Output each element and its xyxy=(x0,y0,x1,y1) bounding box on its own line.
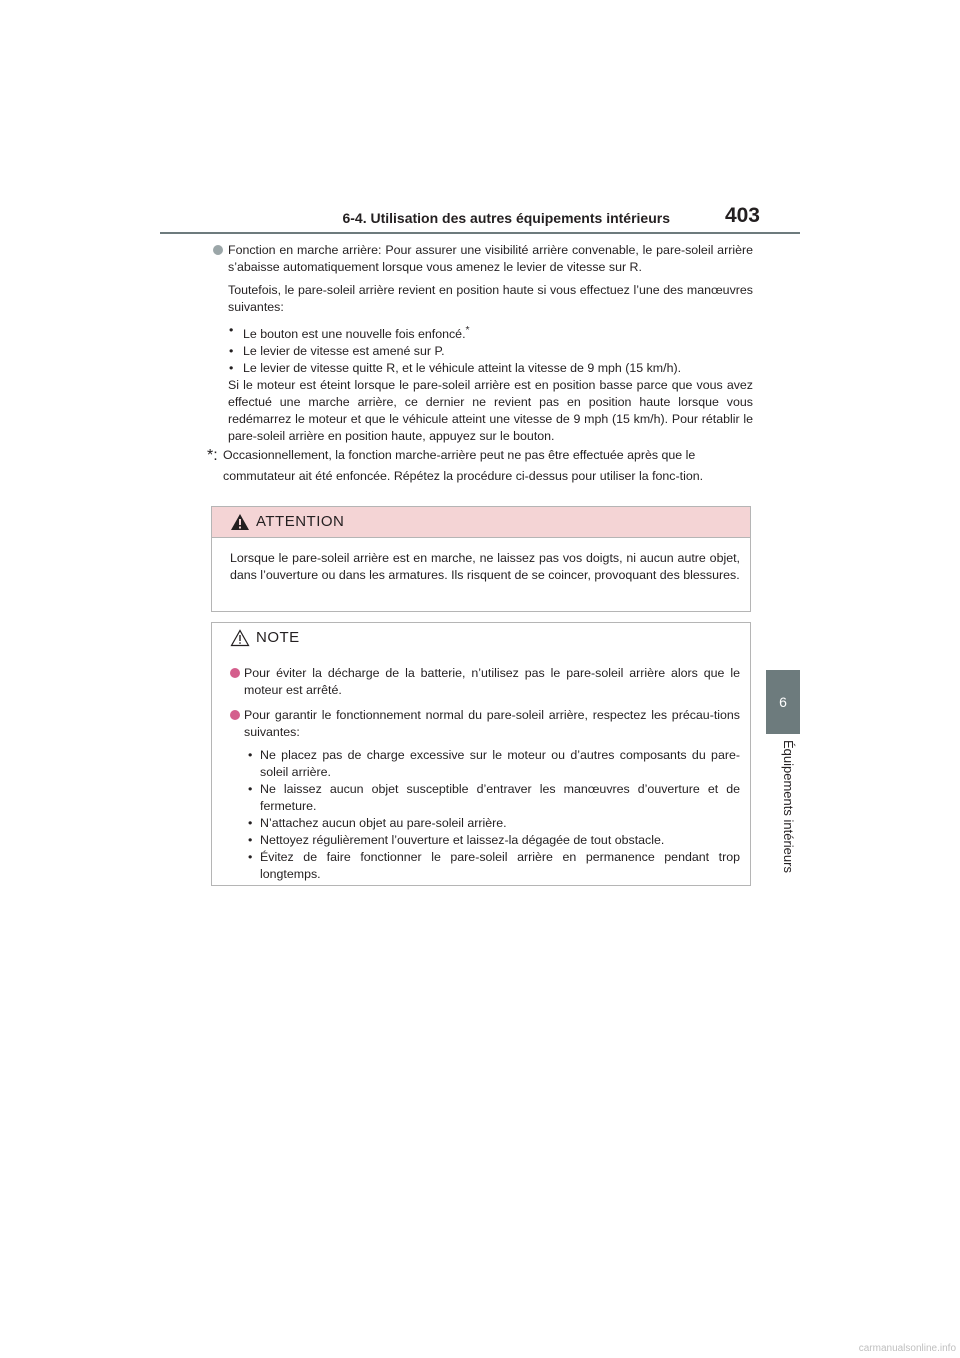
bullet-dot-icon xyxy=(230,710,240,720)
list-item xyxy=(213,322,753,343)
note-sub-text: Ne placez pas de charge excessive sur le moteur ou d’autres composants du pare-soleil arrière. xyxy=(260,748,740,779)
note-sub-text: Nettoyez régulièrement l’ouverture et laissez-la dégagée de tout obstacle. xyxy=(260,833,665,847)
sub-bullet-mark: • xyxy=(248,748,253,762)
warning-filled-icon xyxy=(230,513,250,531)
list-item xyxy=(230,781,740,815)
attention-header xyxy=(212,507,750,538)
page-header xyxy=(160,204,800,232)
note-item-text: Pour garantir le fonctionnement normal du pare-soleil arrière, respectez les précau-tions suivantes: xyxy=(244,708,740,739)
footnote xyxy=(207,445,753,487)
header-rule xyxy=(160,232,800,234)
bullet-dot-icon xyxy=(213,245,223,255)
footnote-mark: *: xyxy=(207,447,218,465)
list-item xyxy=(230,849,740,883)
sub-bullet-mark: • xyxy=(248,782,253,796)
note-sub-text: Ne laissez aucun objet susceptible d’entraver les manœuvres d’ouverture et de fermeture. xyxy=(260,782,740,813)
list-item xyxy=(230,707,740,741)
sub-bullet-mark: • xyxy=(248,850,253,864)
sub-bullet-mark: • xyxy=(229,361,234,376)
list-item xyxy=(213,360,753,377)
list-item xyxy=(213,343,753,360)
section-title: 6-4. Utilisation des autres équipements intérieurs xyxy=(342,210,670,226)
attention-text: Lorsque le pare-soleil arrière est en marche, ne laissez pas vos doigts, ni aucun autre objet, dans l’ouverture ou dans les armatures. Ils risquent de se coincer, provoquant des blessures. xyxy=(230,551,740,582)
sub-bullet-mark: • xyxy=(248,833,253,847)
attention-title: ATTENTION xyxy=(256,513,345,530)
bullet-dot-icon xyxy=(230,668,240,678)
list-item xyxy=(230,747,740,781)
chapter-label: Équipements intérieurs xyxy=(781,740,796,873)
sub-bullet-mark: • xyxy=(229,344,234,359)
list-item xyxy=(230,832,740,849)
intro-text: Fonction en marche arrière: Pour assurer une visibilité arrière convenable, le pare-soleil arrière s’abaisse automatiquement lorsque vous amenez le levier de vitesse sur R. xyxy=(228,243,753,274)
sub-bullet-mark: • xyxy=(248,816,253,830)
note-sub-text: Évitez de faire fonctionner le pare-soleil arrière en permanence pendant trop longtemps. xyxy=(260,850,740,881)
footnote-star: * xyxy=(465,325,470,336)
watermark: carmanualsonline.info xyxy=(858,1343,956,1354)
chapter-tab[interactable]: 6 xyxy=(766,670,800,734)
note-sub-text: N’attachez aucun objet au pare-soleil arrière. xyxy=(260,816,507,830)
page-number: 403 xyxy=(724,204,760,227)
sub-item-text: Le levier de vitesse quitte R, et le véhicule atteint la vitesse de 9 mph (15 km/h). xyxy=(243,361,682,376)
warning-outline-icon xyxy=(230,629,250,647)
sub-item-text: Le bouton est une nouvelle fois enfoncé. xyxy=(243,327,466,342)
list-item xyxy=(230,665,740,699)
however-text: Toutefois, le pare-soleil arrière revient en position haute si vous effectuez l’une des manœuvres suivantes: xyxy=(228,283,753,314)
engine-off-text: Si le moteur est éteint lorsque le pare-soleil arrière est en position basse parce que vous avez effectué une marche arrière, ce dernier ne revient pas en position haute lorsque vous redémarrez le moteur et que le véhicule atteint une vitesse de 9 mph (15 km/h). Pour rétablir le pare-soleil arrière en position haute, appuyez sur le bouton. xyxy=(228,378,753,444)
footnote-text: Occasionnellement, la fonction marche-arrière peut ne pas être effectuée après que le commutateur ait été enfoncée. Répétez la procédure ci-dessus pour utiliser la fonc-tion. xyxy=(223,448,704,484)
note-header xyxy=(212,623,750,653)
note-item-text: Pour éviter la décharge de la batterie, n’utilisez pas le pare-soleil arrière alors que le moteur est arrêté. xyxy=(244,666,740,697)
list-item xyxy=(230,815,740,832)
sub-bullet-mark: • xyxy=(229,323,234,337)
intro-bullet xyxy=(213,242,753,276)
attention-box xyxy=(211,506,751,612)
sub-item-text: Le levier de vitesse est amené sur P. xyxy=(243,344,445,359)
main-content xyxy=(207,242,753,487)
note-title: NOTE xyxy=(256,629,300,646)
note-box xyxy=(211,622,751,886)
